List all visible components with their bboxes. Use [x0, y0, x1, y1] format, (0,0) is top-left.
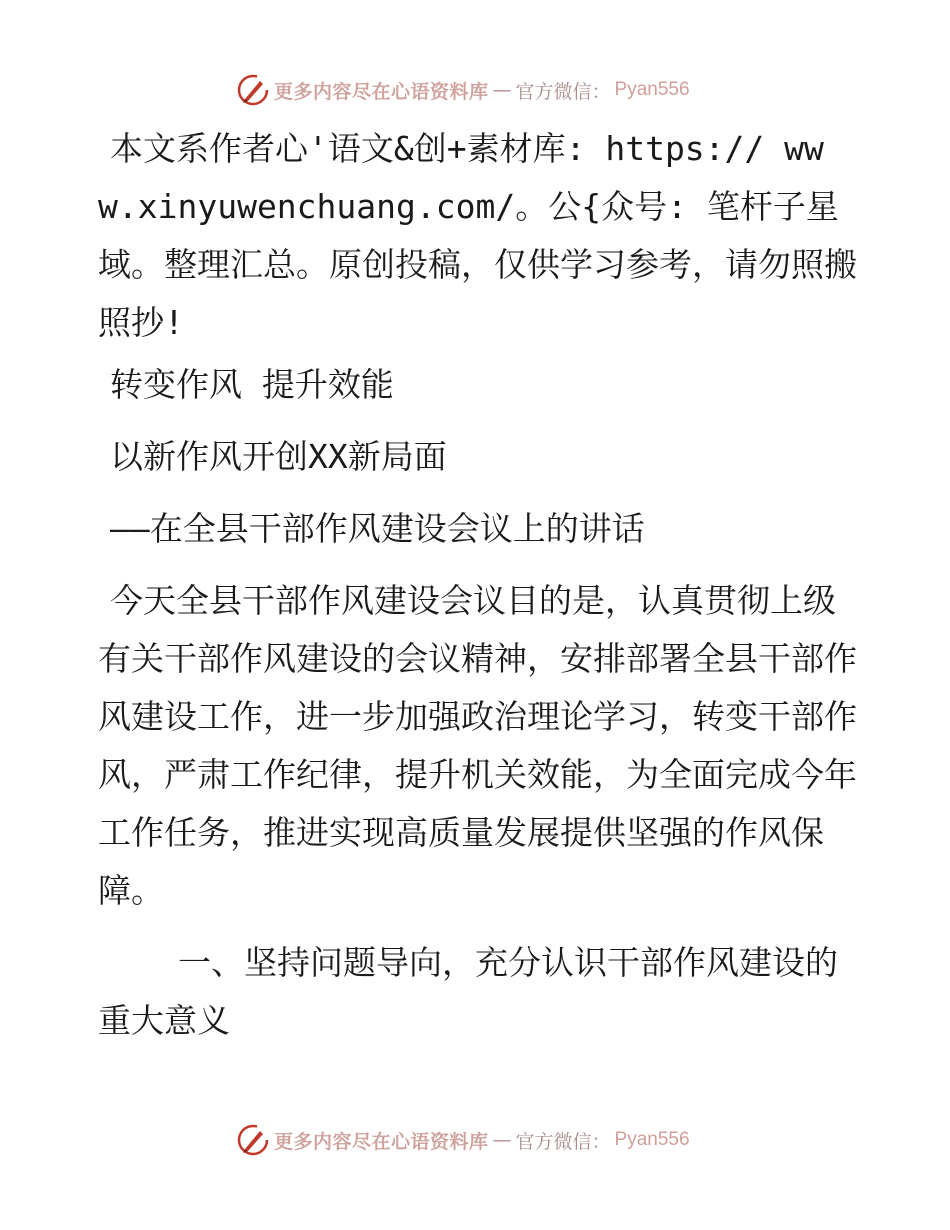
header-banner: [236, 72, 690, 108]
banner-separator: —: [492, 1129, 512, 1151]
title-line-1: 转变作风 提升效能: [110, 365, 394, 404]
banner-wechat-label: 官方微信：: [515, 1130, 611, 1153]
speech-subtitle: ——在全县干部作风建设会议上的讲话: [110, 509, 645, 548]
banner-wechat-label: 官方微信：: [515, 80, 611, 103]
body-paragraph-1: [98, 572, 858, 920]
banner-wechat-id: Pyan556: [614, 1129, 690, 1150]
quill-pen-logo-icon: [236, 1123, 270, 1157]
title-line-2: 以新作风开创XX新局面: [110, 437, 447, 476]
banner-slogan: 更多内容尽在心语资料库: [274, 80, 489, 103]
section-heading-1: 一、坚持问题导向，充分认识干部作风建设的重大意义: [98, 943, 838, 1040]
intro-paragraph: [98, 120, 858, 352]
document-body: [98, 120, 858, 1050]
banner-slogan: 更多内容尽在心语资料库: [274, 1130, 489, 1153]
intro-text: 本文系作者心'语文&创+素材库: https:// www.xinyuwenchuang.com/。公{众号: 笔杆子星域。整理汇总。原创投稿，仅供学习参考，请勿照搬照抄!: [98, 129, 857, 342]
footer-banner: [236, 1122, 690, 1158]
body-paragraph-1-text: 今天全县干部作风建设会议目的是，认真贯彻上级有关干部作风建设的会议精神，安排部署全县干部作风建设工作，进一步加强政治理论学习，转变干部作风，严肃工作纪律，提升机关效能，为全面完成今年工作任务，推进实现高质量发展提供坚强的作风保障。: [98, 581, 857, 910]
banner-wechat-id: Pyan556: [614, 79, 690, 100]
quill-pen-logo-icon: [236, 73, 270, 107]
banner-separator: —: [492, 79, 512, 101]
